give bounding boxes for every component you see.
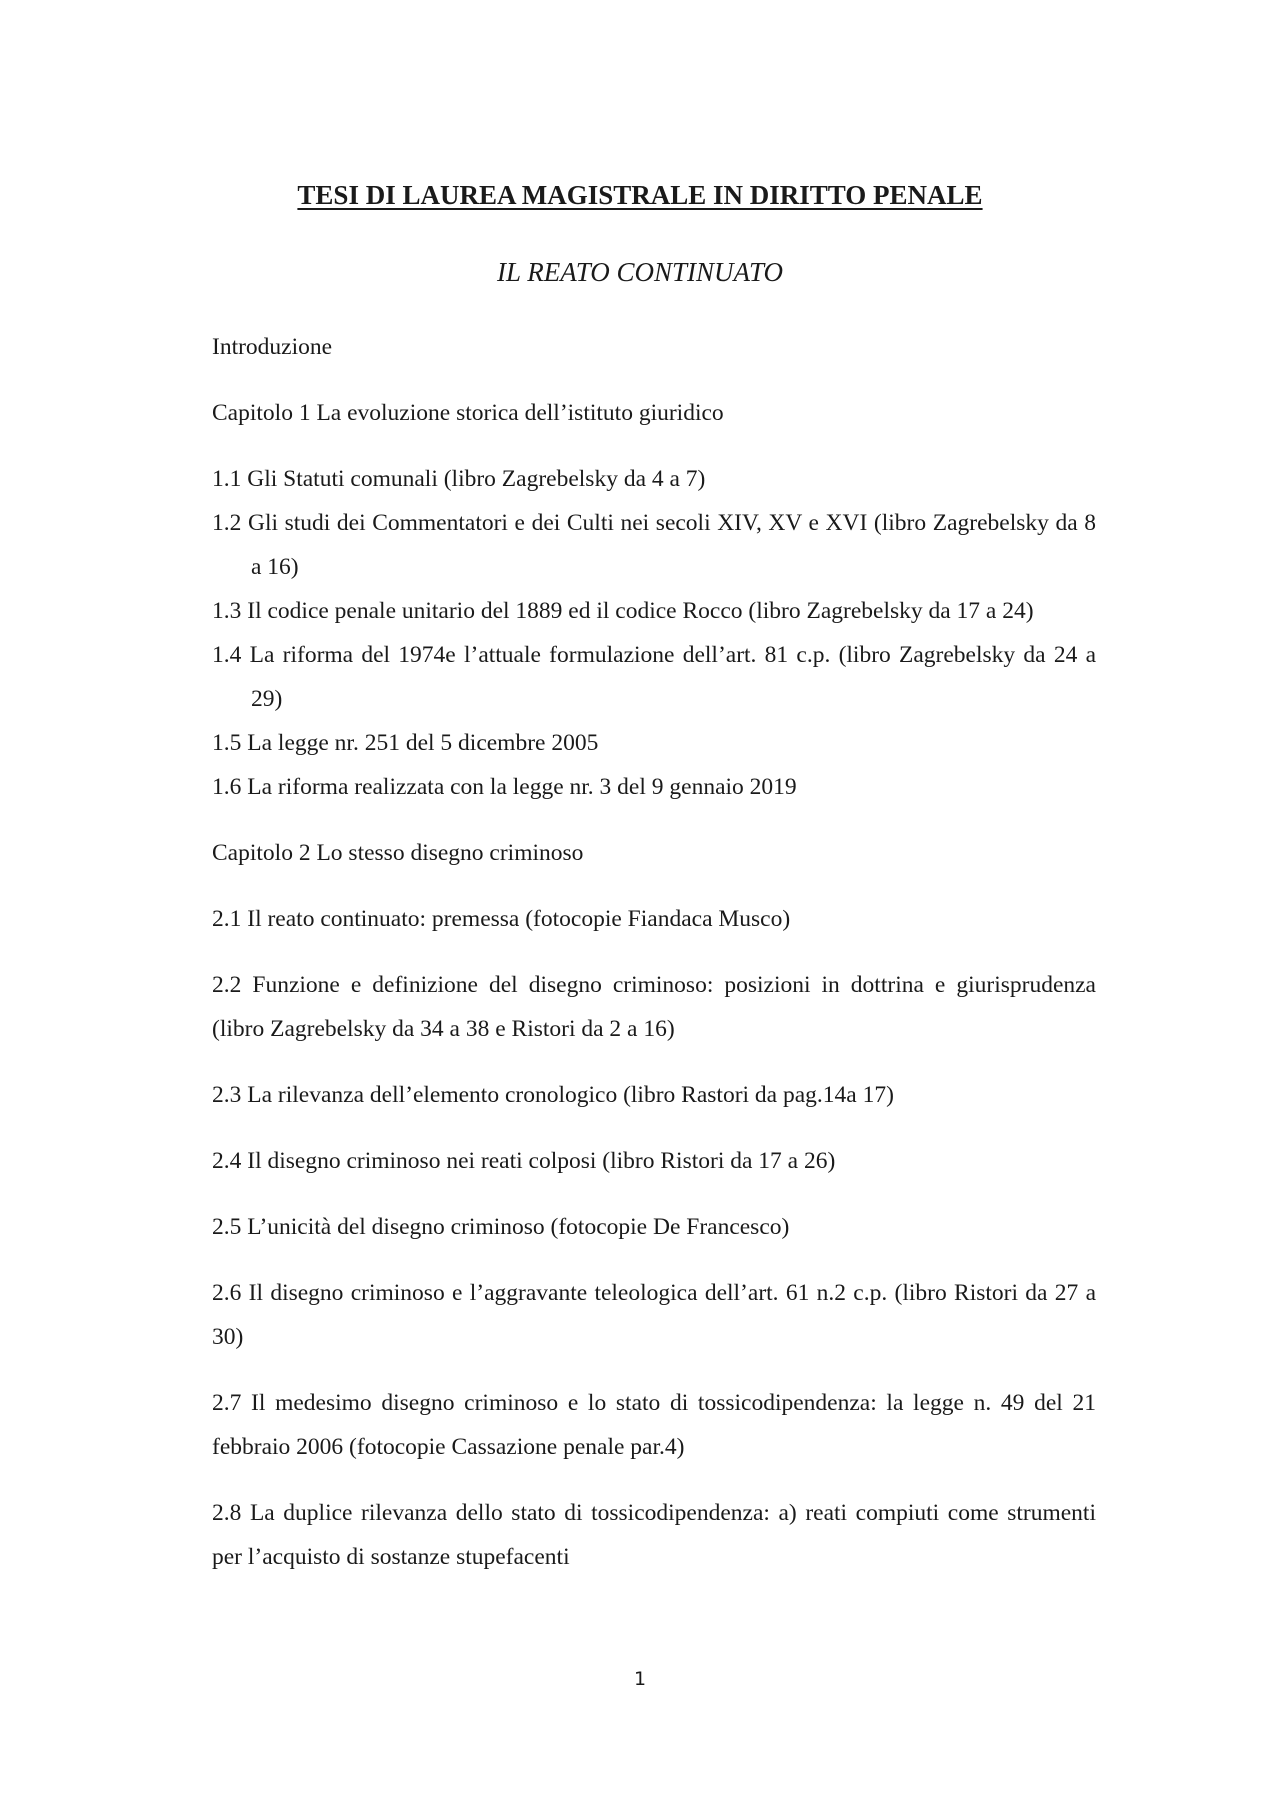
toc-item-2-5: 2.5 L’unicità del disegno criminoso (fotocopie De Francesco) <box>212 1214 790 1240</box>
toc-item-2-6: 2.6 Il disegno criminoso e l’aggravante teleologica dell’art. 61 n.2 c.p. (libro Ristori da 27 a 30) <box>212 1280 1096 1350</box>
toc-item-1-3: 1.3 Il codice penale unitario del 1889 ed il codice Rocco (libro Zagrebelsky da 17 a 24) <box>212 598 1034 624</box>
table-of-contents <box>212 325 1096 1579</box>
toc-item-1-4: 1.4 La riforma del 1974e l’attuale formulazione dell’art. 81 c.p. (libro Zagrebelsky da 24 a 29) <box>212 642 1096 712</box>
chapter-2-heading: Capitolo 2 Lo stesso disegno criminoso <box>212 840 584 866</box>
toc-item-2-3: 2.3 La rilevanza dell’elemento cronologico (libro Rastori da pag.14a 17) <box>212 1082 894 1108</box>
chapter-1-heading: Capitolo 1 La evoluzione storica dell’istituto giuridico <box>212 400 724 426</box>
toc-item-2-1: 2.1 Il reato continuato: premessa (fotocopie Fiandaca Musco) <box>212 906 791 932</box>
toc-introduction: Introduzione <box>212 334 333 360</box>
document-subtitle: IL REATO CONTINUATO <box>496 257 784 287</box>
toc-item-2-7: 2.7 Il medesimo disegno criminoso e lo stato di tossicodipendenza: la legge n. 49 del 21 febbraio 2006 (fotocopie Cassazione penale par.4) <box>212 1390 1096 1460</box>
page-number: 1 <box>633 1668 647 1690</box>
toc-item-1-1: 1.1 Gli Statuti comunali (libro Zagrebelsky da 4 a 7) <box>212 466 706 492</box>
toc-item-1-5: 1.5 La legge nr. 251 del 5 dicembre 2005 <box>212 730 599 756</box>
toc-item-2-8: 2.8 La duplice rilevanza dello stato di tossicodipendenza: a) reati compiuti come strumenti per l’acquisto di sostanze stupefacenti <box>212 1500 1096 1570</box>
toc-item-1-2: 1.2 Gli studi dei Commentatori e dei Culti nei secoli XIV, XV e XVI (libro Zagrebelsky da 8 a 16) <box>212 510 1096 580</box>
toc-item-2-2: 2.2 Funzione e definizione del disegno criminoso: posizioni in dottrina e giurisprudenza (libro Zagrebelsky da 34 a 38 e Ristori da 2 a 16) <box>212 972 1096 1042</box>
toc-item-2-4: 2.4 Il disegno criminoso nei reati colposi (libro Ristori da 17 a 26) <box>212 1148 836 1174</box>
document-title: TESI DI LAUREA MAGISTRALE IN DIRITTO PENALE <box>297 180 983 210</box>
toc-item-1-6: 1.6 La riforma realizzata con la legge nr. 3 del 9 gennaio 2019 <box>212 774 797 800</box>
